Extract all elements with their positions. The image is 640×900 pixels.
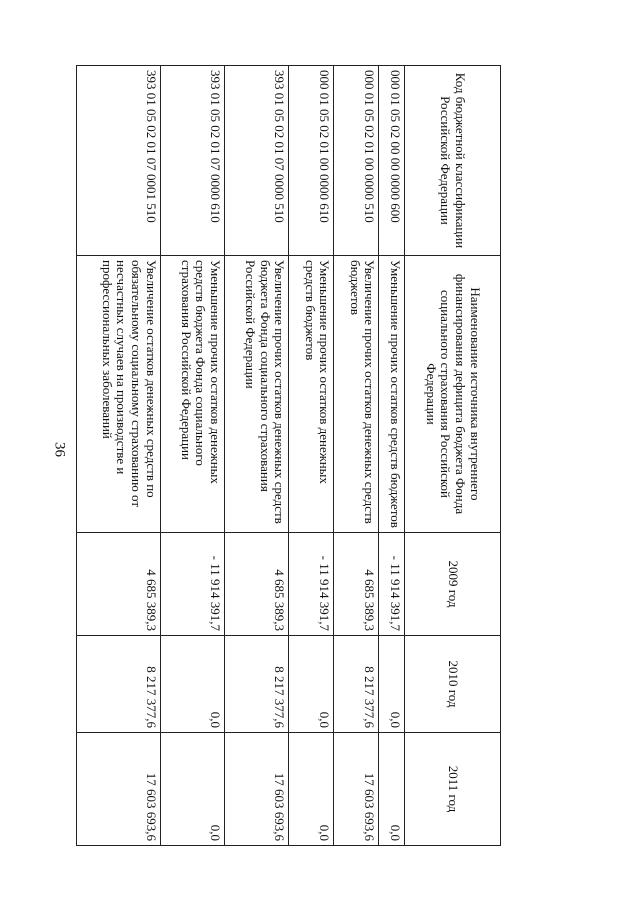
- table-row: [77, 66, 161, 846]
- header-2009: 2009 год: [405, 533, 501, 636]
- header-2010: 2010 год: [405, 636, 501, 733]
- row-name: Увеличение прочих остатков денежных средств бюджета Фонда социального страхования Российской Федерации: [224, 256, 288, 533]
- row-2009: - 11 914 391,7: [289, 533, 334, 636]
- financing-sources-table: [76, 65, 501, 846]
- row-2011: 17 603 693,6: [224, 733, 288, 846]
- row-2010: 0,0: [379, 636, 405, 733]
- table-row: [334, 66, 379, 846]
- row-code: 000 01 05 02 00 00 0000 600: [379, 66, 405, 256]
- header-code: Код бюджетной классификации Российской Федерации: [405, 66, 501, 256]
- row-name: Увеличение прочих остатков денежных средств бюджетов: [334, 256, 379, 533]
- row-2009: 4 685 389,3: [334, 533, 379, 636]
- row-code: 393 01 05 02 01 07 0000 610: [160, 66, 224, 256]
- row-2009: 4 685 389,3: [77, 533, 161, 636]
- table-row: [289, 66, 334, 846]
- row-2011: 0,0: [289, 733, 334, 846]
- row-code: 393 01 05 02 01 07 0000 510: [224, 66, 288, 256]
- page-number: 36: [51, 442, 68, 457]
- row-2010: 0,0: [160, 636, 224, 733]
- row-name: Увеличение остатков денежных средств по обязательному социальному страхованию от несчастных случаев на производстве и профессиональных заболеваний: [77, 256, 161, 533]
- row-2009: - 11 914 391,7: [379, 533, 405, 636]
- row-2011: 0,0: [379, 733, 405, 846]
- row-2009: - 11 914 391,7: [160, 533, 224, 636]
- row-code: 393 01 05 02 01 07 0001 510: [77, 66, 161, 256]
- header-name: Наименование источника внутреннего финансирования дефицита бюджета Фонда социального страхования Российской Федерации: [405, 256, 501, 533]
- row-2010: 8 217 377,6: [224, 636, 288, 733]
- row-code: 000 01 05 02 01 00 0000 510: [334, 66, 379, 256]
- row-name: Уменьшение прочих остатков средств бюджетов: [379, 256, 405, 533]
- row-2011: 17 603 693,6: [334, 733, 379, 846]
- row-2010: 8 217 377,6: [77, 636, 161, 733]
- table-header-row: [405, 66, 501, 846]
- table-row: [224, 66, 288, 846]
- row-name: Уменьшение прочих остатков денежных средств бюджета Фонда социального страхования Российской Федерации: [160, 256, 224, 533]
- header-2011: 2011 год: [405, 733, 501, 846]
- row-2010: 0,0: [289, 636, 334, 733]
- row-2009: 4 685 389,3: [224, 533, 288, 636]
- row-2011: 0,0: [160, 733, 224, 846]
- row-2010: 8 217 377,6: [334, 636, 379, 733]
- table-row: [379, 66, 405, 846]
- row-name: Уменьшение прочих остатков денежных средств бюджетов: [289, 256, 334, 533]
- row-2011: 17 603 693,6: [77, 733, 161, 846]
- rotated-table-container: [76, 65, 501, 845]
- row-code: 000 01 05 02 01 00 0000 610: [289, 66, 334, 256]
- table-row: [160, 66, 224, 846]
